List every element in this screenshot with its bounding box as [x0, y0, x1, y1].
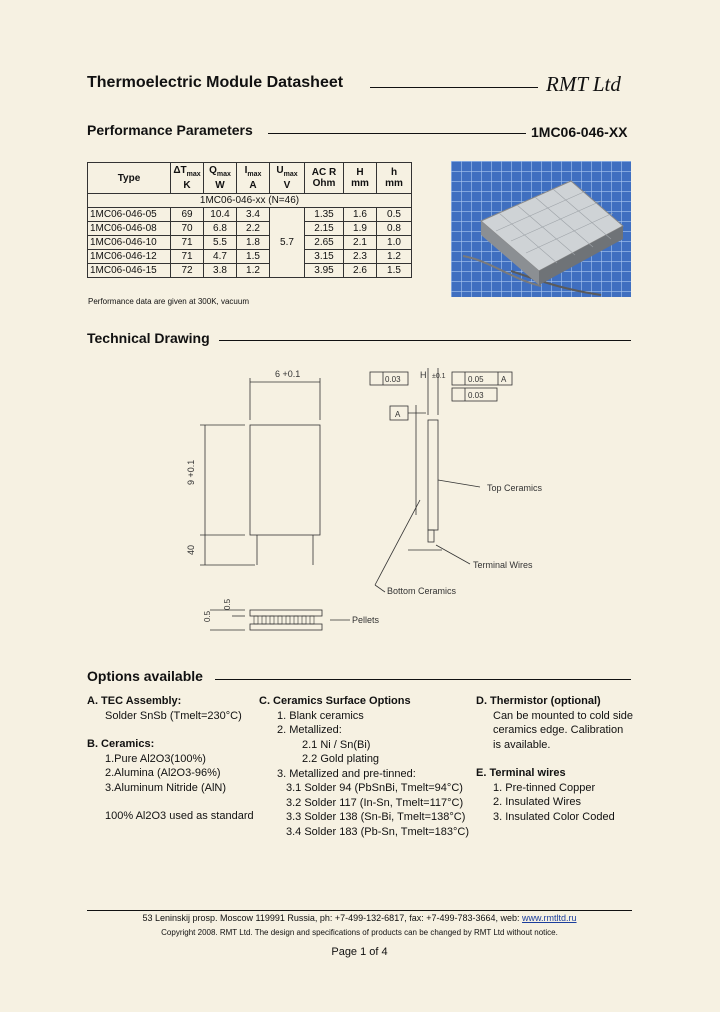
label-bottom-ceramics: Bottom Ceramics [387, 586, 457, 596]
part-number: 1MC06-046-XX [531, 124, 628, 140]
cell-q: 6.8 [204, 222, 237, 236]
options-col-1 [87, 694, 254, 824]
option-c-item: 1. Blank ceramics [277, 709, 364, 722]
option-d-line: Can be mounted to cold side [493, 709, 634, 722]
option-c-subitem: 3.4 Solder 183 (Pb-Sn, Tmelt=183°C) [286, 825, 470, 838]
option-d-line: ceramics edge. Calibration [493, 724, 624, 736]
cell-q: 3.8 [204, 264, 237, 278]
table-row [88, 264, 412, 278]
tol-flat-2: 0.03 [468, 391, 484, 400]
cell-type: 1MC06-046-05 [88, 208, 171, 222]
drawing-section-rule [219, 340, 631, 341]
table-header-row [88, 163, 412, 194]
options-section-rule [215, 679, 631, 680]
cell-r: 2.15 [305, 222, 344, 236]
option-e-item: 1. Pre-tinned Copper [493, 781, 596, 794]
option-b-note: 100% Al2O3 used as standard [105, 810, 254, 822]
cell-i: 1.2 [237, 264, 270, 278]
performance-section-title: Performance Parameters [87, 122, 253, 138]
header-h: h mm [377, 163, 412, 194]
option-c-item: 3. Metallized and pre-tinned: [277, 767, 416, 780]
table-row [88, 236, 412, 250]
option-b-item: 2.Alumina (Al2O3-96%) [105, 767, 221, 779]
dim-H-tol: ±0.1 [432, 373, 446, 380]
table-row [88, 208, 412, 222]
label-terminal-wires: Terminal Wires [473, 560, 533, 570]
cell-h: 1.2 [377, 250, 412, 264]
header-qmax: $Q_{max}$ W [204, 163, 237, 194]
tol-flat-1: 0.03 [385, 375, 401, 384]
cell-r: 1.35 [305, 208, 344, 222]
cell-q: 4.7 [204, 250, 237, 264]
option-c-subitem: 3.1 Solder 94 (PbSnBi, Tmelt=94°C) [286, 782, 463, 794]
option-d-line: is available. [493, 738, 551, 751]
footer-web-link[interactable]: www.rmtltd.ru [522, 913, 577, 923]
header-imax: $I_{max}$ A [237, 163, 270, 194]
option-c-subitem: 2.1 Ni / Sn(Bi) [302, 738, 371, 751]
header-type: Type [88, 163, 171, 194]
drawing-section-title: Technical Drawing [87, 330, 210, 346]
header-H: H mm [344, 163, 377, 194]
cell-H: 1.6 [344, 208, 377, 222]
cell-H: 2.6 [344, 264, 377, 278]
product-photo [451, 161, 631, 297]
cell-h: 0.8 [377, 222, 412, 236]
cell-dt: 71 [171, 250, 204, 264]
footer-address [87, 913, 632, 923]
option-d-heading: D. Thermistor (optional) [476, 695, 601, 707]
cell-H: 2.1 [344, 236, 377, 250]
options-col-3 [476, 694, 633, 824]
cell-dt: 70 [171, 222, 204, 236]
cell-dt: 69 [171, 208, 204, 222]
company-brand: RMT Ltd [546, 72, 621, 96]
performance-table [87, 162, 412, 278]
cell-dt: 71 [171, 236, 204, 250]
cell-type: 1MC06-046-15 [88, 264, 171, 278]
label-top-ceramics: Top Ceramics [487, 483, 543, 493]
cell-h: 1.5 [377, 264, 412, 278]
cell-h: 0.5 [377, 208, 412, 222]
header-acr: AC R Ohm [305, 163, 344, 194]
cell-H: 2.3 [344, 250, 377, 264]
dim-H-side: 0.5 [203, 610, 212, 622]
option-e-heading: E. Terminal wires [476, 767, 566, 779]
tol-datum-ref: A [501, 375, 507, 384]
technical-drawing [180, 360, 560, 655]
cell-r: 3.95 [305, 264, 344, 278]
footer-copyright: Copyright 2008. RMT Ltd. The design and specifications of products can be changed by RMT Ltd without notice. [161, 928, 558, 937]
cell-q: 10.4 [204, 208, 237, 222]
performance-note: Performance data are given at 300K, vacuum [88, 297, 249, 306]
option-b-item: 3.Aluminum Nitride (AlN) [105, 781, 227, 794]
option-b-heading: B. Ceramics: [87, 738, 155, 750]
option-c-heading: C. Ceramics Surface Options [259, 695, 411, 707]
dim-length: 9 +0.1 [186, 459, 196, 485]
group-label: 1MC06-046-xx (N=46) [88, 194, 412, 208]
tol-parallel: 0.05 [468, 375, 484, 384]
footer-address-text: 53 Leninskij prosp. Moscow 119991 Russia, ph: +7-499-132-6817, fax: +7-499-783-3664, web: [142, 913, 523, 923]
option-e-item: 2. Insulated Wires [493, 796, 582, 808]
options-section-title: Options available [87, 668, 203, 684]
cell-dt: 72 [171, 264, 204, 278]
cell-i: 2.2 [237, 222, 270, 236]
footer-rule [87, 910, 632, 911]
cell-q: 5.5 [204, 236, 237, 250]
cell-i: 1.5 [237, 250, 270, 264]
option-c-item: 2. Metallized: [277, 724, 342, 736]
cell-i: 1.8 [237, 236, 270, 250]
performance-section-rule [268, 133, 526, 134]
header-dtmax: $\Delta T_{max}$ K [171, 163, 204, 194]
option-b-item: 1.Pure Al2O3(100%) [105, 752, 206, 765]
option-e-item: 3. Insulated Color Coded [493, 810, 615, 823]
table-row [88, 222, 412, 236]
dim-width: 6 +0.1 [275, 369, 301, 379]
cell-type: 1MC06-046-10 [88, 236, 171, 250]
option-c-subitem: 2.2 Gold plating [302, 753, 380, 765]
table-group-row [88, 194, 412, 208]
options-col-2 [259, 694, 469, 839]
page-number: Page 1 of 4 [331, 946, 388, 958]
table-row [88, 250, 412, 264]
option-c-subitem: 3.3 Solder 138 (Sn-Bi, Tmelt=138°C) [286, 811, 466, 823]
option-c-subitem: 3.2 Solder 117 (In-Sn, Tmelt=117°C) [286, 796, 464, 809]
cell-umax: 5.7 [270, 208, 305, 278]
datum-label: A [395, 410, 401, 419]
cell-H: 1.9 [344, 222, 377, 236]
document-title: Thermoelectric Module Datasheet [87, 74, 344, 91]
label-pellets: Pellets [352, 615, 380, 625]
cell-r: 3.15 [305, 250, 344, 264]
option-a-heading: A. TEC Assembly: [87, 695, 182, 707]
header-umax: $U_{max}$ V [270, 163, 305, 194]
header-rule [370, 87, 538, 88]
dim-ceramic-side: 0.5 [223, 598, 232, 610]
cell-i: 3.4 [237, 208, 270, 222]
dim-wire: 40 [186, 544, 196, 555]
cell-h: 1.0 [377, 236, 412, 250]
option-a-item: Solder SnSb (Tmelt=230°C) [105, 709, 242, 722]
cell-type: 1MC06-046-12 [88, 250, 171, 264]
cell-type: 1MC06-046-08 [88, 222, 171, 236]
dim-H: H [420, 370, 427, 380]
top-view-outline [250, 425, 320, 535]
cell-r: 2.65 [305, 236, 344, 250]
